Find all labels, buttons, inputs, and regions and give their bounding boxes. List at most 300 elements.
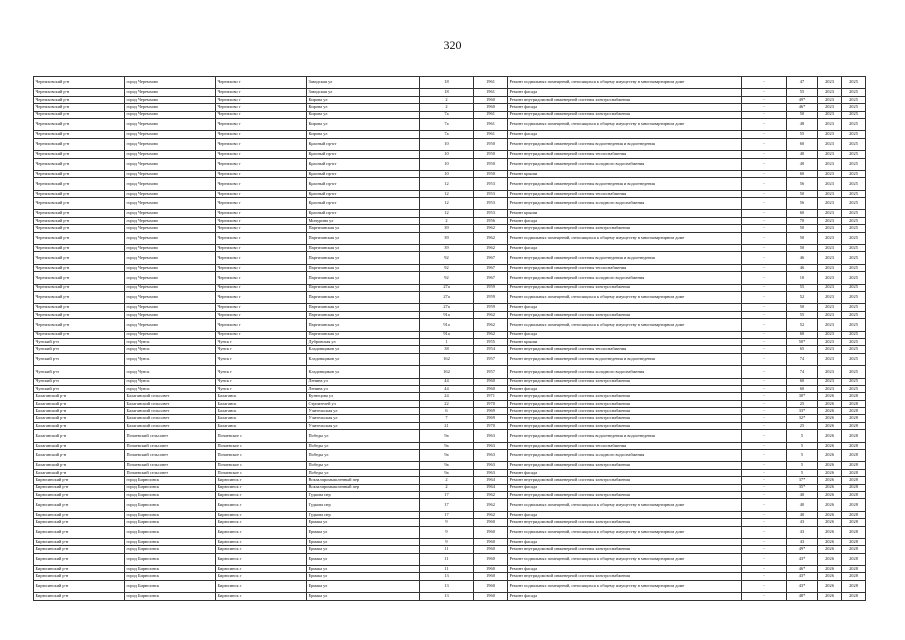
value-cell: 40 [787, 151, 818, 158]
year-built-cell: 1960 [474, 96, 508, 103]
municipality-cell: город Черемхово [125, 89, 216, 96]
table-row [34, 210, 866, 217]
year-start-cell: 2026 [818, 573, 842, 580]
year-start-cell: 2023 [818, 291, 842, 303]
value-cell: 35* [787, 484, 818, 491]
settlement-cell: Бирюсинск г [216, 573, 307, 580]
settlement-cell: Бирюсинск г [216, 593, 307, 600]
settlement-cell: Балаганск [216, 400, 307, 407]
work-type-cell: Ремонт фасада [508, 484, 742, 491]
work-type-cell: Ремонт внутридомовой инженерной системы электроснабжения [508, 408, 742, 415]
dash-cell: - [742, 232, 787, 244]
table-row [34, 462, 866, 469]
dash-cell: - [742, 566, 787, 573]
table-row [34, 511, 866, 518]
value-cell: 60 [787, 385, 818, 392]
settlement-cell: Черемхово г [216, 284, 307, 291]
year-built-cell: 1963 [474, 442, 508, 449]
year-start-cell: 2023 [818, 151, 842, 158]
year-end-cell: 2025 [842, 96, 866, 103]
district-cell: Бирюсинский р-н [34, 573, 125, 580]
work-type-cell: Ремонт внутридомовой инженерной системы водоотведения и водоотведения [508, 353, 742, 365]
year-start-cell: 2023 [818, 77, 842, 89]
house-number-cell: 18 [420, 89, 474, 96]
year-start-cell: 2023 [818, 284, 842, 291]
year-end-cell: 2025 [842, 89, 866, 96]
settlement-cell: Черемхово г [216, 311, 307, 318]
work-type-cell: Ремонт подвальных помещений, относящихся к общему имуществу в многоквартирном доме [508, 580, 742, 592]
street-cell: Красный пр-кт [307, 190, 420, 197]
street-cell: Кирова ул [307, 104, 420, 111]
house-number-cell: 13 [420, 593, 474, 600]
table-row [34, 538, 866, 545]
table-row [34, 77, 866, 89]
year-built-cell: 1963 [474, 450, 508, 462]
work-type-cell: Ремонт внутридомовой инженерной системы электроснабжения [508, 477, 742, 484]
settlement-cell: Чунск г [216, 378, 307, 385]
value-cell: 50 [787, 225, 818, 232]
dash-cell: - [742, 178, 787, 190]
year-built-cell: 1950 [474, 151, 508, 158]
year-start-cell: 2023 [818, 198, 842, 210]
year-built-cell: 1961 [474, 111, 508, 118]
year-end-cell: 2028 [842, 430, 866, 442]
year-start-cell: 2023 [818, 138, 842, 150]
year-built-cell: 1960 [474, 580, 508, 592]
table-row [34, 118, 866, 130]
year-end-cell: 2025 [842, 245, 866, 252]
district-cell: Черемховский р-н [34, 284, 125, 291]
street-cell: Победы ул [307, 462, 420, 469]
dash-cell: - [742, 511, 787, 518]
district-cell: Бирюсинский р-н [34, 526, 125, 538]
year-start-cell: 2026 [818, 484, 842, 491]
year-built-cell: 1960 [474, 104, 508, 111]
year-built-cell: 1960 [474, 573, 508, 580]
municipality-cell: город Бирюсинск [125, 538, 216, 545]
work-type-cell: Ремонт внутридомовой инженерной системы электроснабжения [508, 491, 742, 498]
year-start-cell: 2023 [818, 272, 842, 284]
value-cell: 46 [787, 264, 818, 271]
year-start-cell: 2023 [818, 178, 842, 190]
work-type-cell: Ремонт внутридомовой инженерной системы электроснабжения [508, 378, 742, 385]
house-number-cell: 91а [420, 331, 474, 338]
year-end-cell: 2025 [842, 353, 866, 365]
table-row [34, 284, 866, 291]
street-cell: Ермака ул [307, 538, 420, 545]
settlement-cell: Черемхово г [216, 111, 307, 118]
year-built-cell: 1957 [474, 366, 508, 378]
district-cell: Балаганский р-н [34, 415, 125, 422]
street-cell: Партизанская ул [307, 319, 420, 331]
dash-cell: - [742, 526, 787, 538]
dash-cell: - [742, 462, 787, 469]
settlement-cell: Черемхово г [216, 138, 307, 150]
settlement-cell: Балаганск [216, 415, 307, 422]
municipality-cell: город Бирюсинск [125, 580, 216, 592]
value-cell: 43 [787, 519, 818, 526]
year-end-cell: 2025 [842, 304, 866, 311]
work-type-cell: Ремонт внутридомовой инженерной системы электроснабжения [508, 311, 742, 318]
house-number-cell: 11 [420, 566, 474, 573]
work-type-cell: Ремонт фасада [508, 104, 742, 111]
table-row [34, 553, 866, 565]
table-row [34, 415, 866, 422]
street-cell: Кладовщиков ул [307, 366, 420, 378]
house-number-cell: 9а [420, 430, 474, 442]
street-cell: Строителей ул [307, 400, 420, 407]
work-type-cell: Ремонт внутридомовой инженерной системы холодного водоснабжения [508, 198, 742, 210]
settlement-cell: Почаевское с [216, 450, 307, 462]
dash-cell: - [742, 252, 787, 264]
house-number-cell: 2 [420, 96, 474, 103]
dash-cell: - [742, 225, 787, 232]
settlement-cell: Бирюсинск г [216, 511, 307, 518]
value-cell: 52 [787, 291, 818, 303]
settlement-cell: Черемхово г [216, 217, 307, 224]
year-built-cell: 1962 [474, 232, 508, 244]
table-row [34, 319, 866, 331]
municipality-cell: город Черемхово [125, 304, 216, 311]
year-end-cell: 2025 [842, 378, 866, 385]
work-type-cell: Ремонт подвальных помещений, относящихся к общему имуществу в многоквартирном доме [508, 319, 742, 331]
value-cell: 40 [787, 491, 818, 498]
dash-cell: - [742, 499, 787, 511]
street-cell: Вокзалпромышленный пер [307, 484, 420, 491]
year-built-cell: 1953 [474, 210, 508, 217]
municipality-cell: город Бирюсинск [125, 546, 216, 553]
work-type-cell: Ремонт внутридомовой инженерной системы электроснабжения [508, 111, 742, 118]
dash-cell: - [742, 385, 787, 392]
value-cell: 50 [787, 304, 818, 311]
district-cell: Черемховский р-н [34, 319, 125, 331]
table-row [34, 450, 866, 462]
settlement-cell: Почаевское с [216, 442, 307, 449]
municipality-cell: город Черемхово [125, 111, 216, 118]
year-built-cell: 1964 [474, 477, 508, 484]
work-type-cell: Ремонт внутридомовой инженерной системы теплоснабжения [508, 151, 742, 158]
settlement-cell: Черемхово г [216, 291, 307, 303]
table-row [34, 217, 866, 224]
year-start-cell: 2026 [818, 538, 842, 545]
table-row [34, 245, 866, 252]
table-row [34, 566, 866, 573]
district-cell: Бирюсинский р-н [34, 499, 125, 511]
house-number-cell: 9 [420, 526, 474, 538]
municipality-cell: город Чунск [125, 378, 216, 385]
district-cell: Балаганский р-н [34, 430, 125, 442]
work-type-cell: Ремонт внутридомовой инженерной системы электроснабжения [508, 422, 742, 429]
municipality-cell: город Бирюсинск [125, 519, 216, 526]
house-number-cell: 6 [420, 408, 474, 415]
house-number-cell: 21 [420, 422, 474, 429]
dash-cell: - [742, 284, 787, 291]
settlement-cell: Черемхово г [216, 198, 307, 210]
street-cell: Ермака ул [307, 553, 420, 565]
year-built-cell: 1969 [474, 415, 508, 422]
work-type-cell: Ремонт внутридомовой инженерной системы водоотведения и водоотведения [508, 138, 742, 150]
house-number-cell: 11 [420, 553, 474, 565]
settlement-cell: Бирюсинск г [216, 477, 307, 484]
work-type-cell: Ремонт внутридомовой инженерной системы холодного водоснабжения [508, 366, 742, 378]
work-type-cell: Ремонт подвальных помещений, относящихся к общему имуществу в многоквартирном доме [508, 118, 742, 130]
street-cell: Кирова ул [307, 118, 420, 130]
street-cell: Ленина ул [307, 378, 420, 385]
street-cell: Кирова ул [307, 131, 420, 138]
settlement-cell: Черемхово г [216, 331, 307, 338]
municipality-cell: город Бирюсинск [125, 573, 216, 580]
settlement-cell: Черемхово г [216, 225, 307, 232]
dash-cell: - [742, 331, 787, 338]
house-number-cell: 27а [420, 291, 474, 303]
municipality-cell: город Бирюсинск [125, 526, 216, 538]
municipality-cell: город Черемхово [125, 198, 216, 210]
year-start-cell: 2023 [818, 158, 842, 170]
value-cell: 60 [787, 138, 818, 150]
table-row [34, 291, 866, 303]
year-built-cell: 1955 [474, 338, 508, 345]
table-row [34, 430, 866, 442]
value-cell: 55 [787, 131, 818, 138]
district-cell: Балаганский р-н [34, 450, 125, 462]
settlement-cell: Черемхово г [216, 304, 307, 311]
table-row [34, 378, 866, 385]
municipality-cell: город Черемхово [125, 311, 216, 318]
district-cell: Бирюсинский р-н [34, 491, 125, 498]
year-built-cell: 1960 [474, 538, 508, 545]
district-cell: Черемховский р-н [34, 89, 125, 96]
year-start-cell: 2026 [818, 462, 842, 469]
house-number-cell: 2 [420, 104, 474, 111]
street-cell: Красный пр-кт [307, 158, 420, 170]
work-type-cell: Ремонт фасада [508, 131, 742, 138]
settlement-cell: Черемхово г [216, 131, 307, 138]
year-end-cell: 2028 [842, 491, 866, 498]
table-row [34, 366, 866, 378]
year-start-cell: 2023 [818, 353, 842, 365]
dash-cell: - [742, 319, 787, 331]
settlement-cell: Черемхово г [216, 158, 307, 170]
year-end-cell: 2028 [842, 519, 866, 526]
house-number-cell: 22 [420, 400, 474, 407]
district-cell: Балаганский р-н [34, 400, 125, 407]
street-cell: Партизанская ул [307, 252, 420, 264]
year-built-cell: 1960 [474, 526, 508, 538]
municipality-cell: город Черемхово [125, 225, 216, 232]
table-row [34, 338, 866, 345]
street-cell: Партизанская ул [307, 272, 420, 284]
table-row [34, 526, 866, 538]
house-number-cell: 10 [420, 151, 474, 158]
table-row [34, 252, 866, 264]
district-cell: Чунский р-н [34, 378, 125, 385]
year-start-cell: 2023 [818, 346, 842, 353]
work-type-cell: Ремонт внутридомовой инженерной системы электроснабжения [508, 96, 742, 103]
year-end-cell: 2025 [842, 210, 866, 217]
house-number-cell: 7 [420, 415, 474, 422]
value-cell: 40 [787, 511, 818, 518]
table-row [34, 272, 866, 284]
table-row [34, 491, 866, 498]
year-end-cell: 2028 [842, 566, 866, 573]
street-cell: Ермака ул [307, 566, 420, 573]
year-start-cell: 2023 [818, 118, 842, 130]
dash-cell: - [742, 353, 787, 365]
year-start-cell: 2023 [818, 245, 842, 252]
year-start-cell: 2023 [818, 190, 842, 197]
year-built-cell: 1960 [474, 385, 508, 392]
settlement-cell: Почаевское с [216, 462, 307, 469]
house-number-cell: 39 [420, 232, 474, 244]
settlement-cell: Бирюсинск г [216, 553, 307, 565]
district-cell: Бирюсинский р-н [34, 580, 125, 592]
dash-cell: - [742, 553, 787, 565]
page-number: 320 [443, 38, 462, 52]
house-number-cell: 91а [420, 311, 474, 318]
municipality-cell: город Черемхово [125, 96, 216, 103]
year-built-cell: 1953 [474, 190, 508, 197]
year-end-cell: 2025 [842, 232, 866, 244]
work-type-cell: Ремонт внутридомовой инженерной системы электроснабжения [508, 225, 742, 232]
value-cell: 25 [787, 400, 818, 407]
settlement-cell: Бирюсинск г [216, 519, 307, 526]
dash-cell: - [742, 96, 787, 103]
settlement-cell: Бирюсинск г [216, 491, 307, 498]
district-cell: Бирюсинский р-н [34, 538, 125, 545]
year-start-cell: 2023 [818, 385, 842, 392]
work-type-cell: Ремонт фасада [508, 566, 742, 573]
value-cell: 46* [787, 566, 818, 573]
table-row [34, 353, 866, 365]
street-cell: Красный пр-кт [307, 170, 420, 177]
district-cell: Черемховский р-н [34, 151, 125, 158]
year-start-cell: 2023 [818, 366, 842, 378]
table-row [34, 331, 866, 338]
table-row [34, 96, 866, 103]
municipality-cell: город Черемхово [125, 264, 216, 271]
year-start-cell: 2026 [818, 408, 842, 415]
street-cell: Ермака ул [307, 519, 420, 526]
year-built-cell: 1956 [474, 217, 508, 224]
year-start-cell: 2023 [818, 96, 842, 103]
year-end-cell: 2028 [842, 415, 866, 422]
year-start-cell: 2026 [818, 526, 842, 538]
municipality-cell: Почаевский сельсовет [125, 469, 216, 476]
work-type-cell: Ремонт внутридомовой инженерной системы электроснабжения [508, 284, 742, 291]
year-end-cell: 2028 [842, 408, 866, 415]
dash-cell: - [742, 484, 787, 491]
house-number-cell: 9а [420, 469, 474, 476]
table-row [34, 111, 866, 118]
year-start-cell: 2026 [818, 415, 842, 422]
year-built-cell: 1969 [474, 408, 508, 415]
dash-cell: - [742, 151, 787, 158]
value-cell: 55 [787, 284, 818, 291]
settlement-cell: Черемхово г [216, 96, 307, 103]
dash-cell: - [742, 210, 787, 217]
year-built-cell: 1961 [474, 118, 508, 130]
year-start-cell: 2026 [818, 422, 842, 429]
year-end-cell: 2025 [842, 170, 866, 177]
work-type-cell: Ремонт внутридомовой инженерной системы водоотведения и водоотведения [508, 430, 742, 442]
year-start-cell: 2023 [818, 338, 842, 345]
municipality-cell: город Черемхово [125, 217, 216, 224]
year-end-cell: 2025 [842, 366, 866, 378]
house-number-cell: 2 [420, 477, 474, 484]
table-row [34, 422, 866, 429]
work-type-cell: Ремонт подвальных помещений, относящихся к общему имуществу в многоквартирном доме [508, 499, 742, 511]
municipality-cell: город Черемхово [125, 151, 216, 158]
work-type-cell: Ремонт внутридомовой инженерной системы электроснабжения [508, 415, 742, 422]
settlement-cell: Черемхово г [216, 210, 307, 217]
year-end-cell: 2025 [842, 284, 866, 291]
table-row [34, 158, 866, 170]
year-start-cell: 2026 [818, 593, 842, 600]
year-built-cell: 1961 [474, 77, 508, 89]
value-cell: 48* [787, 593, 818, 600]
municipality-cell: Балаганский сельсовет [125, 400, 216, 407]
municipality-cell: город Черемхово [125, 77, 216, 89]
district-cell: Черемховский р-н [34, 131, 125, 138]
municipality-cell: город Черемхово [125, 190, 216, 197]
municipality-cell: Балаганский сельсовет [125, 422, 216, 429]
settlement-cell: Чунск г [216, 346, 307, 353]
municipality-cell: город Бирюсинск [125, 499, 216, 511]
street-cell: Партизанская ул [307, 304, 420, 311]
dash-cell: - [742, 131, 787, 138]
street-cell: Красный пр-кт [307, 138, 420, 150]
house-number-cell: 7а [420, 131, 474, 138]
year-built-cell: 1959 [474, 291, 508, 303]
municipality-cell: город Черемхово [125, 131, 216, 138]
municipality-cell: город Чунск [125, 385, 216, 392]
house-number-cell: 44 [420, 378, 474, 385]
year-end-cell: 2025 [842, 118, 866, 130]
house-number-cell: 1 [420, 338, 474, 345]
district-cell: Чунский р-н [34, 366, 125, 378]
year-end-cell: 2025 [842, 138, 866, 150]
work-type-cell: Ремонт внутридомовой инженерной системы электроснабжения [508, 393, 742, 400]
table-row [34, 198, 866, 210]
value-cell: 56 [787, 198, 818, 210]
house-number-cell: 10 [420, 138, 474, 150]
district-cell: Черемховский р-н [34, 225, 125, 232]
dash-cell: - [742, 77, 787, 89]
dash-cell: - [742, 158, 787, 170]
municipality-cell: Почаевский сельсовет [125, 442, 216, 449]
year-end-cell: 2028 [842, 462, 866, 469]
street-cell: Ермака ул [307, 526, 420, 538]
district-cell: Чунский р-н [34, 338, 125, 345]
value-cell: 40 [787, 158, 818, 170]
value-cell: 43 [787, 526, 818, 538]
dash-cell: - [742, 245, 787, 252]
table-row [34, 151, 866, 158]
value-cell: 60 [787, 170, 818, 177]
year-start-cell: 2023 [818, 89, 842, 96]
dash-cell: - [742, 393, 787, 400]
year-built-cell: 1963 [474, 462, 508, 469]
settlement-cell: Балаганск [216, 422, 307, 429]
district-cell: Черемховский р-н [34, 232, 125, 244]
table-row [34, 104, 866, 111]
street-cell: Ермака ул [307, 593, 420, 600]
house-number-cell: 92 [420, 264, 474, 271]
dash-cell: - [742, 519, 787, 526]
dash-cell: - [742, 190, 787, 197]
street-cell: Победы ул [307, 430, 420, 442]
district-cell: Черемховский р-н [34, 138, 125, 150]
